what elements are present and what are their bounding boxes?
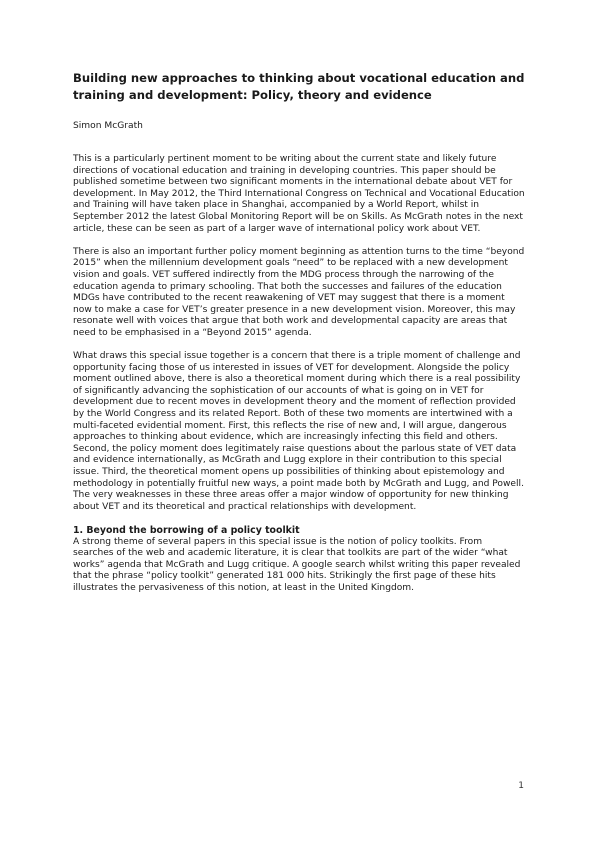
page-number: 1	[518, 781, 524, 791]
section-paragraph: A strong theme of several papers in this special issue is the notion of policy toolkits. From searches of the web and academic literature, it is clear that toolkits are part of the wider “what works” agenda that McGrath and Lugg critique. A google search whilst writing this paper revealed that the phrase “policy toolkit” generated 181 000 hits. Strikingly the first page of these hits illustrates the pervasiveness of this notion, at least in the United Kingdom.	[73, 536, 521, 593]
paper-page	[73, 70, 525, 595]
body-paragraph: What draws this special issue together is a concern that there is a triple moment of challenge and opportunity facing those of us interested in issues of VET for development. Alongside the policy moment outlined above, there is also a theoretical moment during which there is a real possibility of significantly advancing the sophistication of our accounts of what is going on in VET for development due to recent moves in development theory and the moment of reflection provided by the World Congress and its related Report. Both of these two moments are intertwined with a multi-faceted evidential moment. First, this reflects the rise of new and, I will argue, dangerous approaches to thinking about evidence, which are increasingly infecting this field and others. Second, the policy moment does legitimately raise questions about the parlous state of VET data and evidence internationally, as McGrath and Lugg explore in their contribution to this special issue. Third, the theoretical moment opens up possibilities of thinking about epistemology and methodology in potentially fruitful new ways, a point made both by McGrath and Lugg, and Powell. The very weaknesses in these three areas offer a major window of opportunity for new thinking about VET and its theoretical and practical relationships with development.	[73, 351, 524, 512]
paper-title: Building new approaches to thinking about vocational education and training and development: Policy, theory and evidence	[73, 71, 525, 102]
body-paragraph: This is a particularly pertinent moment to be writing about the current state and likely future directions of vocational education and training in developing countries. This paper should be published sometime between two significant moments in the international debate about VET for development. In May 2012, the Third International Congress on Technical and Vocational Education and Training will have taken place in Shanghai, accompanied by a World Report, whilst in September 2012 the latest Global Monitoring Report will be on Skills. As McGrath notes in the next article, these can be seen as part of a larger wave of international policy work about VET.	[73, 154, 525, 234]
paper-author: Simon McGrath	[73, 121, 143, 131]
section-1	[73, 525, 525, 595]
section-heading: 1. Beyond the borrowing of a policy toolkit	[73, 525, 300, 536]
body-paragraph: There is also an important further policy moment beginning as attention turns to the time “beyond 2015” when the millennium development goals “need” to be replaced with a new development vision and goals. VET suffered indirectly from the MDG process through the narrowing of the education agenda to primary schooling. That both the successes and failures of the education MDGs have contributed to the recent reawakening of VET may suggest that there is a moment now to make a case for VET’s greater presence in a new development vision. Moreover, this may resonate well with voices that argue that both work and developmental capacity are areas that need to be emphasised in a “Beyond 2015” agenda.	[73, 246, 525, 338]
paper-body	[73, 154, 525, 595]
